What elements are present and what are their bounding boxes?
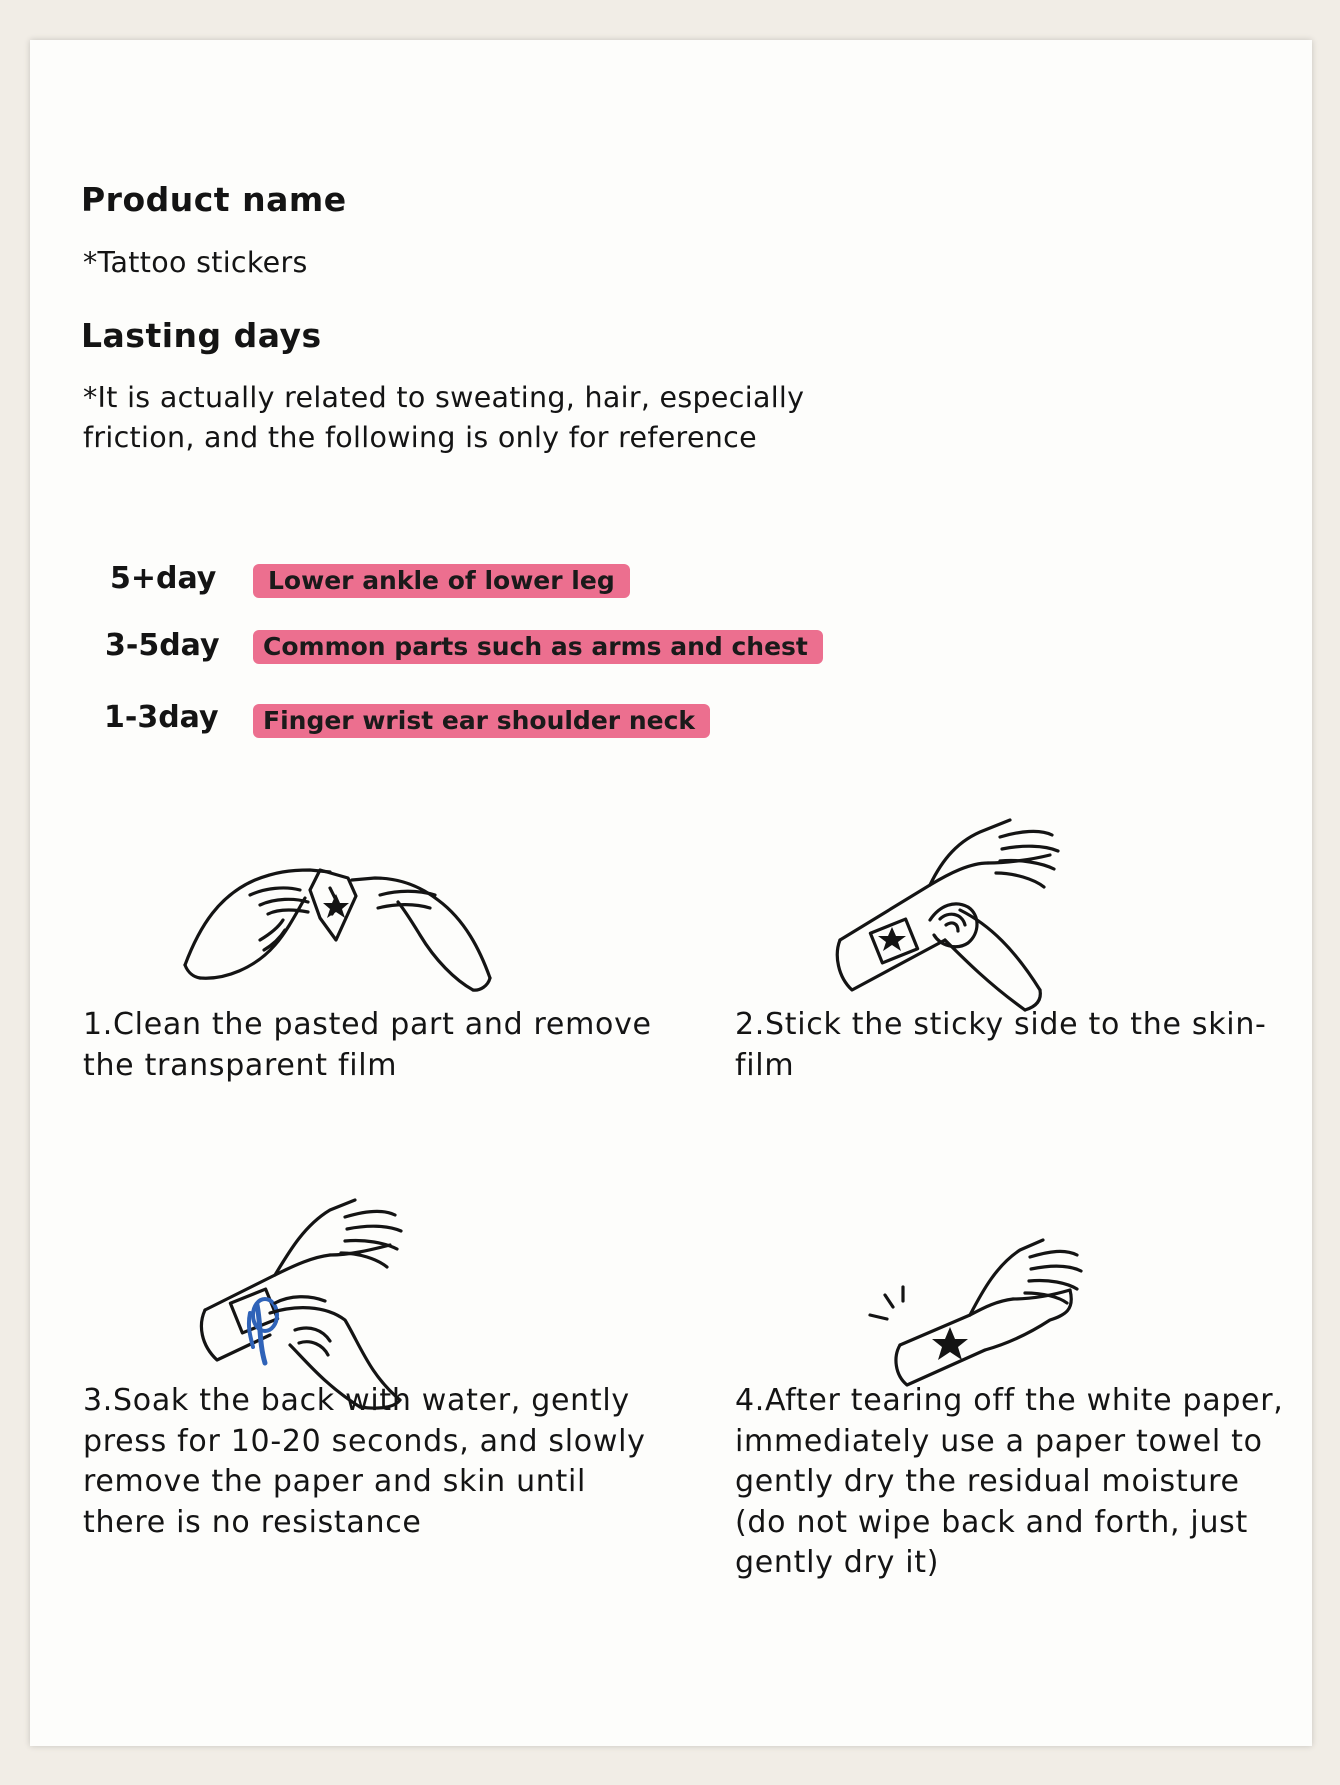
instruction-sheet: [30, 40, 1312, 1746]
step-3-text: 3.Soak the back with water, gently press for 10-20 seconds, and slowly remove the paper and skin until there is no resistance: [83, 1383, 646, 1540]
lasting-days-note-line2: friction, and the following is only for reference: [83, 421, 757, 454]
lasting-days-note-line1: *It is actually related to sweating, hair, especially: [83, 381, 805, 414]
product-name-value: *Tattoo stickers: [83, 246, 308, 279]
stick-on-arm-icon: [830, 815, 1070, 1015]
days-badge-3to5: Common parts such as arms and chest: [253, 630, 823, 664]
finished-tattoo-arm-icon: [865, 1235, 1085, 1395]
days-label-3to5: 3-5day: [105, 628, 220, 663]
peel-film-hands-icon: [180, 840, 500, 1000]
days-badge-1to3: Finger wrist ear shoulder neck: [253, 704, 710, 738]
step-2-text: 2.Stick the sticky side to the skin- film: [735, 1007, 1267, 1083]
lasting-days-heading: Lasting days: [81, 316, 322, 355]
step-1-text: 1.Clean the pasted part and remove the transparent film: [83, 1007, 652, 1083]
step-4-text: 4.After tearing off the white paper, immediately use a paper towel to gently dry the residual moisture (do not wipe back and forth, just gently dry it): [735, 1383, 1284, 1580]
days-badge-5plus: Lower ankle of lower leg: [253, 564, 630, 598]
days-label-5plus: 5+day: [110, 561, 217, 596]
days-label-1to3: 1-3day: [104, 700, 219, 735]
product-name-heading: Product name: [81, 180, 347, 219]
